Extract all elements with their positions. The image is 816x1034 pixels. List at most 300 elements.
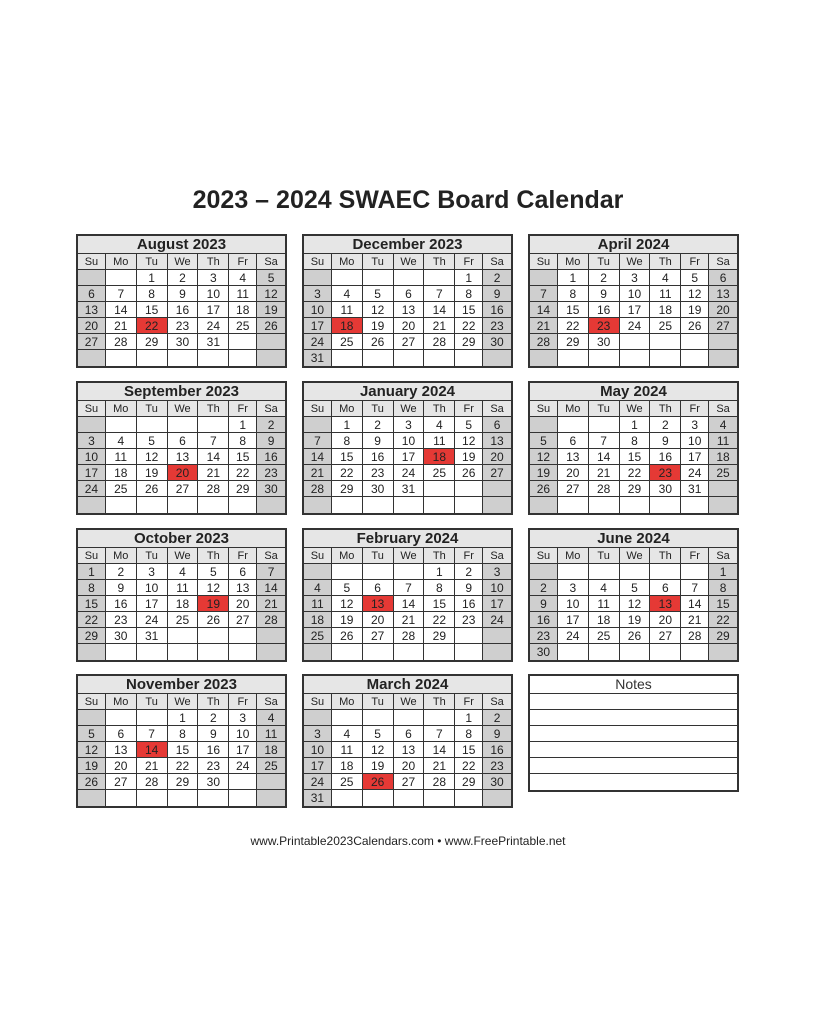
day-cell: 4 <box>168 564 199 580</box>
weekday-header: Su <box>78 254 106 270</box>
day-cell: 22 <box>229 465 257 481</box>
day-cell: 18 <box>304 612 332 628</box>
day-cell: 16 <box>455 596 483 612</box>
empty-day-cell <box>363 790 394 806</box>
day-cell: 17 <box>620 302 651 318</box>
month-calendar <box>302 674 513 808</box>
day-cell: 6 <box>394 726 425 742</box>
weekday-header: Sa <box>709 401 737 417</box>
month-title: February 2024 <box>304 530 511 548</box>
day-cell: 15 <box>137 302 168 318</box>
day-cell: 30 <box>589 334 620 350</box>
day-cell: 5 <box>363 286 394 302</box>
day-cell: 8 <box>558 286 589 302</box>
day-cell: 10 <box>681 433 709 449</box>
day-cell: 9 <box>363 433 394 449</box>
day-cell: 22 <box>620 465 651 481</box>
day-cell: 9 <box>106 580 137 596</box>
day-cell: 18 <box>257 742 285 758</box>
month-days-grid <box>530 401 737 513</box>
empty-day-cell <box>363 350 394 366</box>
day-cell: 10 <box>229 726 257 742</box>
day-cell: 10 <box>78 449 106 465</box>
empty-day-cell <box>168 628 199 644</box>
day-cell: 13 <box>709 286 737 302</box>
day-cell: 9 <box>589 286 620 302</box>
day-cell: 1 <box>558 270 589 286</box>
notes-line <box>530 774 737 790</box>
day-cell: 14 <box>681 596 709 612</box>
day-cell: 10 <box>304 742 332 758</box>
empty-day-cell <box>106 270 137 286</box>
day-cell: 6 <box>558 433 589 449</box>
day-cell: 24 <box>304 334 332 350</box>
day-cell: 15 <box>620 449 651 465</box>
empty-day-cell <box>530 350 558 366</box>
empty-day-cell <box>257 790 285 806</box>
day-cell: 30 <box>530 644 558 660</box>
empty-day-cell <box>257 334 285 350</box>
day-cell: 17 <box>198 302 229 318</box>
day-cell: 2 <box>363 417 394 433</box>
weekday-header: Mo <box>332 694 363 710</box>
day-cell: 29 <box>229 481 257 497</box>
empty-day-cell <box>558 564 589 580</box>
day-cell: 5 <box>681 270 709 286</box>
empty-day-cell <box>709 334 737 350</box>
empty-day-cell <box>106 644 137 660</box>
day-cell: 12 <box>530 449 558 465</box>
day-cell: 23 <box>198 758 229 774</box>
day-cell: 27 <box>78 334 106 350</box>
weekday-header: We <box>168 548 199 564</box>
day-cell: 28 <box>257 612 285 628</box>
day-cell: 19 <box>137 465 168 481</box>
day-cell: 26 <box>78 774 106 790</box>
weekday-header: Th <box>424 548 455 564</box>
weekday-header: Fr <box>455 254 483 270</box>
empty-day-cell <box>363 644 394 660</box>
day-cell: 6 <box>394 286 425 302</box>
empty-day-cell <box>589 350 620 366</box>
day-cell: 22 <box>424 612 455 628</box>
day-cell: 26 <box>681 318 709 334</box>
empty-day-cell <box>198 417 229 433</box>
empty-day-cell <box>558 350 589 366</box>
day-cell: 30 <box>257 481 285 497</box>
weekday-header: Mo <box>558 401 589 417</box>
day-cell: 19 <box>363 758 394 774</box>
month-calendar <box>528 234 739 368</box>
empty-day-cell <box>363 270 394 286</box>
day-cell: 11 <box>589 596 620 612</box>
day-cell: 27 <box>363 628 394 644</box>
day-cell: 3 <box>681 417 709 433</box>
day-cell: 7 <box>589 433 620 449</box>
day-cell: 12 <box>363 302 394 318</box>
weekday-header: Su <box>304 254 332 270</box>
day-cell: 16 <box>257 449 285 465</box>
notes-label: Notes <box>530 676 737 694</box>
day-cell: 13 <box>106 742 137 758</box>
month-title: September 2023 <box>78 383 285 401</box>
day-cell: 17 <box>137 596 168 612</box>
day-cell: 11 <box>304 596 332 612</box>
empty-day-cell <box>483 481 511 497</box>
day-cell: 13 <box>229 580 257 596</box>
empty-day-cell <box>229 790 257 806</box>
day-cell: 23 <box>168 318 199 334</box>
day-cell: 23 <box>455 612 483 628</box>
weekday-header: Th <box>198 548 229 564</box>
day-cell: 2 <box>589 270 620 286</box>
weekday-header: We <box>620 401 651 417</box>
day-cell: 12 <box>681 286 709 302</box>
day-cell: 11 <box>168 580 199 596</box>
day-cell: 25 <box>589 628 620 644</box>
day-cell: 29 <box>332 481 363 497</box>
day-cell: 12 <box>620 596 651 612</box>
empty-day-cell <box>681 644 709 660</box>
day-cell: 13 <box>78 302 106 318</box>
day-cell: 21 <box>681 612 709 628</box>
empty-day-cell <box>650 564 681 580</box>
empty-day-cell <box>394 710 425 726</box>
day-cell: 3 <box>558 580 589 596</box>
day-cell: 20 <box>394 318 425 334</box>
empty-day-cell <box>78 350 106 366</box>
day-cell: 16 <box>530 612 558 628</box>
empty-day-cell <box>168 350 199 366</box>
day-cell: 21 <box>106 318 137 334</box>
empty-day-cell <box>455 481 483 497</box>
day-cell: 29 <box>424 628 455 644</box>
empty-day-cell <box>681 334 709 350</box>
weekday-header: Fr <box>681 254 709 270</box>
day-cell: 20 <box>709 302 737 318</box>
empty-day-cell <box>106 710 137 726</box>
day-cell: 2 <box>257 417 285 433</box>
month-days-grid <box>78 401 285 513</box>
day-cell: 6 <box>363 580 394 596</box>
day-cell: 13 <box>394 302 425 318</box>
day-cell: 3 <box>304 726 332 742</box>
day-cell: 14 <box>424 742 455 758</box>
month-days-grid <box>78 694 285 806</box>
empty-day-cell <box>709 497 737 513</box>
empty-day-cell <box>709 481 737 497</box>
empty-day-cell <box>106 350 137 366</box>
weekday-header: Th <box>198 694 229 710</box>
day-cell: 19 <box>681 302 709 318</box>
empty-day-cell <box>137 417 168 433</box>
month-days-grid <box>78 254 285 366</box>
day-cell: 25 <box>332 774 363 790</box>
day-cell: 21 <box>424 758 455 774</box>
day-cell: 28 <box>530 334 558 350</box>
day-cell: 17 <box>558 612 589 628</box>
day-cell: 27 <box>394 774 425 790</box>
day-cell: 21 <box>137 758 168 774</box>
empty-day-cell <box>681 497 709 513</box>
day-cell: 1 <box>709 564 737 580</box>
empty-day-cell <box>137 497 168 513</box>
day-cell: 7 <box>198 433 229 449</box>
day-cell: 15 <box>424 596 455 612</box>
weekday-header: Su <box>530 401 558 417</box>
day-cell: 28 <box>198 481 229 497</box>
day-cell: 11 <box>650 286 681 302</box>
month-days-grid <box>304 401 511 513</box>
weekday-header: Tu <box>589 254 620 270</box>
day-cell: 20 <box>106 758 137 774</box>
day-cell: 23 <box>483 758 511 774</box>
empty-day-cell <box>332 710 363 726</box>
day-cell: 10 <box>394 433 425 449</box>
empty-day-cell <box>168 417 199 433</box>
day-cell: 17 <box>394 449 425 465</box>
empty-day-cell <box>198 790 229 806</box>
empty-day-cell <box>363 710 394 726</box>
day-cell: 15 <box>78 596 106 612</box>
day-cell: 26 <box>332 628 363 644</box>
weekday-header: Mo <box>106 254 137 270</box>
day-cell: 26 <box>455 465 483 481</box>
day-cell: 12 <box>198 580 229 596</box>
day-cell: 26 <box>620 628 651 644</box>
weekday-header: Th <box>650 254 681 270</box>
weekday-header: Mo <box>332 254 363 270</box>
board-meeting-day-cell: 18 <box>332 318 363 334</box>
weekday-header: Mo <box>558 548 589 564</box>
day-cell: 12 <box>455 433 483 449</box>
day-cell: 18 <box>229 302 257 318</box>
day-cell: 20 <box>650 612 681 628</box>
empty-day-cell <box>455 790 483 806</box>
day-cell: 16 <box>106 596 137 612</box>
empty-day-cell <box>257 350 285 366</box>
empty-day-cell <box>394 350 425 366</box>
day-cell: 30 <box>483 334 511 350</box>
day-cell: 24 <box>304 774 332 790</box>
day-cell: 20 <box>229 596 257 612</box>
month-title: May 2024 <box>530 383 737 401</box>
day-cell: 6 <box>650 580 681 596</box>
empty-day-cell <box>229 334 257 350</box>
weekday-header: Fr <box>455 548 483 564</box>
weekday-header: Su <box>78 694 106 710</box>
day-cell: 20 <box>78 318 106 334</box>
weekday-header: Mo <box>332 401 363 417</box>
day-cell: 23 <box>257 465 285 481</box>
weekday-header: We <box>168 254 199 270</box>
weekday-header: We <box>168 694 199 710</box>
board-meeting-day-cell: 18 <box>424 449 455 465</box>
day-cell: 28 <box>424 334 455 350</box>
weekday-header: Fr <box>229 401 257 417</box>
weekday-header: Tu <box>137 694 168 710</box>
day-cell: 28 <box>137 774 168 790</box>
day-cell: 19 <box>332 612 363 628</box>
day-cell: 6 <box>229 564 257 580</box>
empty-day-cell <box>483 350 511 366</box>
day-cell: 13 <box>483 433 511 449</box>
day-cell: 29 <box>78 628 106 644</box>
empty-day-cell <box>198 497 229 513</box>
month-calendar <box>76 381 287 515</box>
day-cell: 25 <box>168 612 199 628</box>
day-cell: 8 <box>455 286 483 302</box>
weekday-header: Fr <box>229 254 257 270</box>
day-cell: 23 <box>363 465 394 481</box>
month-days-grid <box>304 548 511 660</box>
day-cell: 29 <box>620 481 651 497</box>
empty-day-cell <box>229 350 257 366</box>
empty-day-cell <box>483 790 511 806</box>
day-cell: 7 <box>304 433 332 449</box>
day-cell: 31 <box>137 628 168 644</box>
day-cell: 21 <box>198 465 229 481</box>
empty-day-cell <box>229 497 257 513</box>
day-cell: 24 <box>394 465 425 481</box>
month-days-grid <box>530 254 737 366</box>
day-cell: 2 <box>650 417 681 433</box>
notes-line <box>530 726 737 742</box>
day-cell: 9 <box>530 596 558 612</box>
day-cell: 4 <box>332 286 363 302</box>
weekday-header: Sa <box>257 694 285 710</box>
empty-day-cell <box>394 644 425 660</box>
weekday-header: Fr <box>229 548 257 564</box>
day-cell: 27 <box>558 481 589 497</box>
day-cell: 4 <box>106 433 137 449</box>
weekday-header: Sa <box>709 548 737 564</box>
weekday-header: We <box>620 548 651 564</box>
empty-day-cell <box>198 644 229 660</box>
weekday-header: Tu <box>137 548 168 564</box>
weekday-header: Sa <box>257 548 285 564</box>
empty-day-cell <box>620 497 651 513</box>
month-title: November 2023 <box>78 676 285 694</box>
day-cell: 18 <box>106 465 137 481</box>
empty-day-cell <box>620 564 651 580</box>
board-meeting-day-cell: 23 <box>650 465 681 481</box>
day-cell: 6 <box>106 726 137 742</box>
day-cell: 1 <box>424 564 455 580</box>
empty-day-cell <box>137 790 168 806</box>
day-cell: 17 <box>304 758 332 774</box>
day-cell: 17 <box>78 465 106 481</box>
day-cell: 30 <box>483 774 511 790</box>
day-cell: 31 <box>681 481 709 497</box>
empty-day-cell <box>530 270 558 286</box>
day-cell: 10 <box>198 286 229 302</box>
day-cell: 28 <box>681 628 709 644</box>
day-cell: 17 <box>229 742 257 758</box>
day-cell: 7 <box>137 726 168 742</box>
day-cell: 6 <box>78 286 106 302</box>
day-cell: 19 <box>363 318 394 334</box>
day-cell: 5 <box>78 726 106 742</box>
empty-day-cell <box>530 497 558 513</box>
empty-day-cell <box>304 564 332 580</box>
weekday-header: Sa <box>483 548 511 564</box>
day-cell: 9 <box>198 726 229 742</box>
day-cell: 7 <box>424 286 455 302</box>
weekday-header: We <box>168 401 199 417</box>
day-cell: 4 <box>650 270 681 286</box>
day-cell: 16 <box>589 302 620 318</box>
day-cell: 9 <box>168 286 199 302</box>
day-cell: 5 <box>620 580 651 596</box>
weekday-header: Sa <box>709 254 737 270</box>
month-title: August 2023 <box>78 236 285 254</box>
day-cell: 26 <box>198 612 229 628</box>
day-cell: 13 <box>558 449 589 465</box>
day-cell: 26 <box>137 481 168 497</box>
day-cell: 8 <box>229 433 257 449</box>
day-cell: 22 <box>78 612 106 628</box>
empty-day-cell <box>709 350 737 366</box>
day-cell: 24 <box>483 612 511 628</box>
empty-day-cell <box>483 497 511 513</box>
board-meeting-day-cell: 13 <box>363 596 394 612</box>
empty-day-cell <box>257 774 285 790</box>
day-cell: 14 <box>106 302 137 318</box>
board-meeting-day-cell: 20 <box>168 465 199 481</box>
day-cell: 14 <box>304 449 332 465</box>
empty-day-cell <box>363 564 394 580</box>
empty-day-cell <box>650 497 681 513</box>
empty-day-cell <box>483 644 511 660</box>
empty-day-cell <box>424 270 455 286</box>
weekday-header: Tu <box>137 254 168 270</box>
day-cell: 27 <box>709 318 737 334</box>
day-cell: 7 <box>424 726 455 742</box>
empty-day-cell <box>229 628 257 644</box>
empty-day-cell <box>394 270 425 286</box>
day-cell: 12 <box>332 596 363 612</box>
day-cell: 13 <box>168 449 199 465</box>
day-cell: 6 <box>483 417 511 433</box>
empty-day-cell <box>394 790 425 806</box>
month-title: October 2023 <box>78 530 285 548</box>
day-cell: 27 <box>168 481 199 497</box>
month-title: March 2024 <box>304 676 511 694</box>
day-cell: 1 <box>455 270 483 286</box>
weekday-header: Su <box>304 401 332 417</box>
month-title: June 2024 <box>530 530 737 548</box>
weekday-header: Th <box>198 254 229 270</box>
day-cell: 14 <box>589 449 620 465</box>
day-cell: 29 <box>455 334 483 350</box>
day-cell: 18 <box>589 612 620 628</box>
month-days-grid <box>78 548 285 660</box>
day-cell: 27 <box>106 774 137 790</box>
day-cell: 2 <box>483 710 511 726</box>
day-cell: 10 <box>137 580 168 596</box>
day-cell: 1 <box>455 710 483 726</box>
day-cell: 16 <box>168 302 199 318</box>
month-title: January 2024 <box>304 383 511 401</box>
day-cell: 17 <box>483 596 511 612</box>
empty-day-cell <box>78 790 106 806</box>
empty-day-cell <box>78 710 106 726</box>
day-cell: 15 <box>455 302 483 318</box>
day-cell: 25 <box>304 628 332 644</box>
day-cell: 29 <box>709 628 737 644</box>
day-cell: 21 <box>257 596 285 612</box>
